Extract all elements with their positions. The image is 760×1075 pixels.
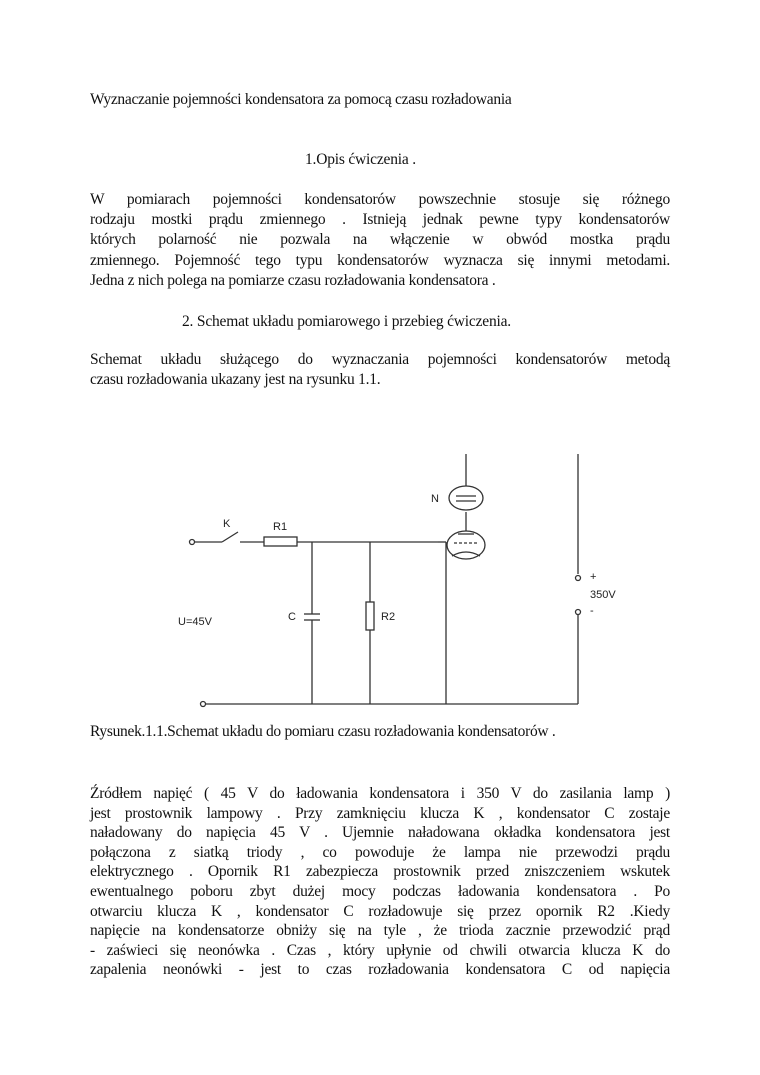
section-heading-description: 1.Opis ćwiczenia . xyxy=(305,151,416,168)
plate-minus-label: - xyxy=(590,605,594,617)
resistor-r1 xyxy=(264,537,297,546)
text-line: Jedna z nich polega na pomiarze czasu rozładowania kondensatora . xyxy=(90,271,496,289)
text-line: zapalenia neonówki - jest to czas rozładowania kondensatora C od napięcia xyxy=(90,961,670,979)
r1-label: R1 xyxy=(273,521,288,533)
neon-lamp xyxy=(449,486,483,510)
switch-k-label: K xyxy=(223,518,231,530)
text-line: otwarciu klucza K , kondensator C rozładowuje się przez opornik R2 .Kiedy xyxy=(90,902,670,920)
plate-plus-label: + xyxy=(590,571,597,583)
figure-caption: Rysunek.1.1.Schemat układu do pomiaru czasu rozładowania kondensatorów . xyxy=(90,723,556,740)
paragraph-explanation xyxy=(90,784,670,980)
text-line: rodzaju mostki prądu zmiennego . Istnieją jednak pewne typy kondensatorów xyxy=(90,211,670,229)
source-voltage-label: U=45V xyxy=(178,616,212,628)
text-line: czasu rozładowania ukazany jest na rysunku 1.1. xyxy=(90,371,381,389)
input-terminal xyxy=(190,540,195,545)
text-line: naładowany do napięcia 45 V . Ujemnie naładowana okładka kondensatora jest xyxy=(90,824,670,842)
text-line: napięcie na kondensatorze obniży się na tyle , że trioda zacznie przewodzić prąd xyxy=(90,922,670,940)
r2-label: R2 xyxy=(381,611,396,623)
text-line: Schemat układu służącego do wyznaczania pojemności kondensatorów metodą xyxy=(90,351,670,368)
section-heading-schematic: 2. Schemat układu pomiarowego i przebieg ćwiczenia. xyxy=(182,313,511,330)
text-line: których polarność nie pozwala na włączenie w obwód mostka prądu xyxy=(90,231,670,249)
text-line: - zaświeci się neonówka . Czas , który upłynie od chwili otwarcia klucza K do xyxy=(90,941,670,959)
text-line: W pomiarach pojemności kondensatorów powszechnie stosuje się różnego xyxy=(90,191,670,208)
text-line: Źródłem napięć ( 45 V do ładowania kondensatora i 350 V do zasilania lamp ) xyxy=(90,785,670,802)
text-line: jest prostownik lampowy . Przy zamknięciu klucza K , kondensator C zostaje xyxy=(90,804,670,822)
triode-cathode xyxy=(452,552,480,556)
plate-terminal-plus xyxy=(576,576,581,581)
plate-terminal-minus xyxy=(576,610,581,615)
text-line: zmiennego. Pojemność tego typu kondensatorów wyznacza się innymi metodami. xyxy=(90,251,670,269)
text-line: elektrycznego . Opornik R1 zabezpiecza prostownik przed zniszczeniem wskutek xyxy=(90,863,670,881)
text-line: ewentualnego poboru zbyt dużej mocy podczas ładowania kondensatora . Po xyxy=(90,882,670,900)
switch-k-blade xyxy=(222,532,238,542)
resistor-r2 xyxy=(366,602,374,630)
ground-terminal xyxy=(201,702,206,707)
plate-voltage-label: 350V xyxy=(590,589,616,601)
text-line: połączona z siatką triody , co powoduje że lampa nie przewodzi prądu xyxy=(90,843,670,861)
document-title: Wyznaczanie pojemności kondensatora za pomocą czasu rozładowania xyxy=(90,91,512,108)
neon-label: N xyxy=(431,493,439,505)
triode-tube xyxy=(447,531,485,559)
capacitor-label: C xyxy=(288,611,296,623)
